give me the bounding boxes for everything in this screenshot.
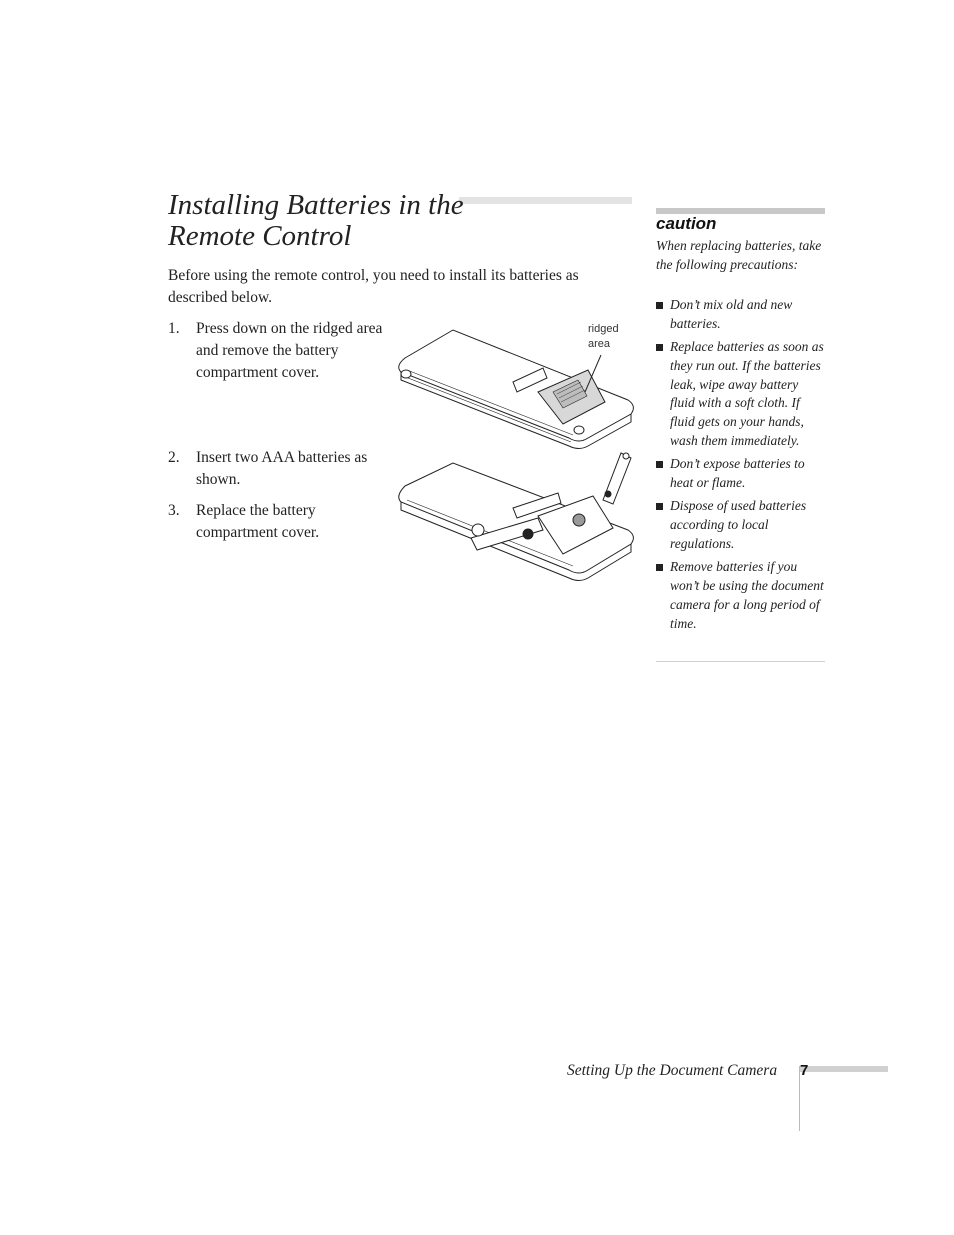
caution-bottom-rule <box>656 661 825 662</box>
caution-item-text: Don’t mix old and new batteries. <box>670 297 793 331</box>
list-item <box>656 338 826 451</box>
caution-item-text: Remove batteries if you won’t be using the document camera for a long period of time. <box>670 559 824 631</box>
page-number: 7 <box>800 1062 809 1079</box>
step-number: 1. <box>168 320 180 337</box>
step-number: 2. <box>168 449 180 466</box>
caution-intro: When replacing batteries, take the following precautions: <box>656 238 822 272</box>
list-item <box>656 296 826 334</box>
footer-bar <box>800 1066 888 1072</box>
square-bullet-icon <box>656 302 663 309</box>
list-item <box>656 455 826 493</box>
list-item <box>656 558 826 633</box>
square-bullet-icon <box>656 461 663 468</box>
step-number: 3. <box>168 502 180 519</box>
ridged-area-callout <box>588 322 633 352</box>
heading-rule <box>459 197 632 204</box>
caution-item-text: Don’t expose batteries to heat or flame. <box>670 456 805 491</box>
caution-item-text: Replace batteries as soon as they run out. If the batteries leak, wipe away battery fluid with a soft cloth. If fluid gets on your hands, wash them immediately. <box>670 339 824 449</box>
title-line-2: Remote Control <box>168 220 352 252</box>
square-bullet-icon <box>656 344 663 351</box>
step-text: Press down on the ridged area and remove the battery compartment cover. <box>196 320 383 381</box>
caution-item-text: Dispose of used batteries according to local regulations. <box>670 498 807 552</box>
intro-paragraph: Before using the remote control, you need to install its batteries as described below. <box>168 267 579 306</box>
list-item <box>656 497 826 553</box>
footer-section-title: Setting Up the Document Camera <box>567 1062 778 1079</box>
callout-line-1: ridged <box>588 323 619 335</box>
square-bullet-icon <box>656 564 663 571</box>
caution-list <box>656 296 826 638</box>
page-title <box>168 190 464 252</box>
square-bullet-icon <box>656 503 663 510</box>
caution-heading: caution <box>656 214 717 233</box>
callout-line-2: area <box>588 338 611 350</box>
step-text: Replace the battery compartment cover. <box>196 502 320 541</box>
step-text: Insert two AAA batteries as shown. <box>196 449 368 488</box>
title-line-1: Installing Batteries in the <box>168 189 464 221</box>
remote-batteries-illustration <box>393 448 638 586</box>
